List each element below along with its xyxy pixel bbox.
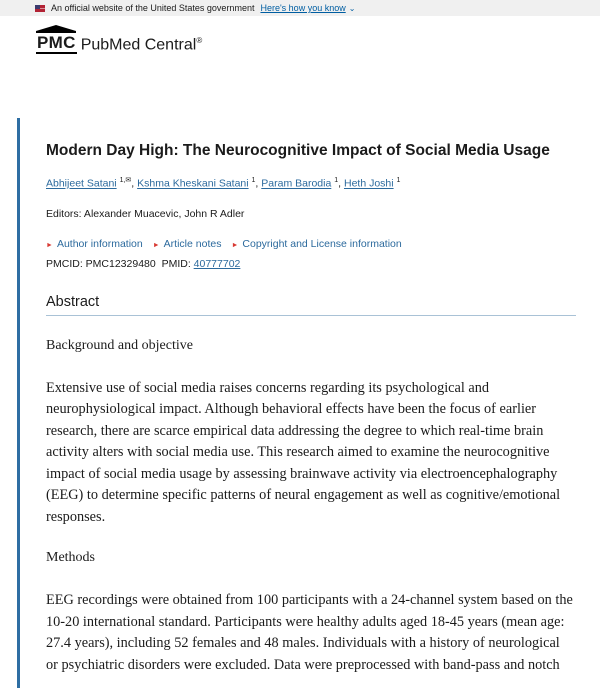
gov-banner-text: An official website of the United States government	[51, 3, 255, 13]
background-text: Extensive use of social media raises concerns regarding its psychological and neurophysiological impact. Although behavioral effects have been the focus of earlier research, there are scarce empirical data addressing the degree to which real-time brain activity alters with social media use. This research aimed to examine the neurocognitive impact of social media usage by assessing brainwave activity via electroencephalography (EEG) to determine specific patterns of neural engagement as well as cognitive/emotional responses.	[46, 379, 561, 525]
author-affiliation[interactable]: 1,✉	[119, 177, 132, 184]
author-affiliation[interactable]: 1	[251, 177, 256, 184]
copyright-label: Copyright and License information	[242, 237, 402, 250]
pubmed-central-text	[81, 32, 203, 54]
triangle-right-icon: ►	[152, 241, 160, 249]
background-heading: Background and objective	[46, 337, 193, 353]
pmc-logo-mark	[36, 34, 77, 54]
pmcid: PMCID: PMC12329480	[46, 257, 156, 270]
triangle-right-icon: ►	[231, 241, 239, 249]
article-title: Modern Day High: The Neurocognitive Impact of Social Media Usage	[46, 142, 550, 159]
author-link[interactable]: Param Barodia	[261, 177, 332, 190]
triangle-right-icon: ►	[46, 241, 53, 249]
methods-text: EEG recordings were obtained from 100 participants with a 24-channel system based on the 10-20 international standard. Participants were healthy adults aged 18-45 years (mean age: 27.4 years), including 52 females and 48 males. Individuals with a history of neurological or psychiatric disorders were excluded. Data were preprocessed with band-pass and notch	[46, 592, 573, 673]
author-affiliation[interactable]: 1	[396, 177, 401, 184]
us-flag-icon	[35, 5, 45, 12]
registered-mark: ®	[196, 36, 203, 45]
author-list: Abhijeet Satani $^{1,✉}$, Kshma Kheskani Satani $^1$, Param Barodia $^1$, Heth Joshi $^1$	[46, 177, 401, 190]
article-notes-label: Article notes	[163, 237, 222, 250]
article-notes-toggle[interactable]	[153, 238, 222, 250]
editors: Editors: Alexander Muacevic, John R Adler	[46, 207, 245, 220]
pmc-logo[interactable]	[36, 32, 202, 54]
logo-name: PubMed Central	[80, 36, 197, 54]
article-info-links	[46, 238, 576, 250]
author-information-label: Author information	[56, 237, 143, 250]
roof-bar	[36, 31, 76, 33]
author-affiliation[interactable]: 1	[334, 177, 339, 184]
copyright-toggle[interactable]	[231, 238, 401, 250]
author-information-toggle[interactable]	[46, 238, 143, 250]
pmid-label: PMID:	[161, 257, 191, 270]
author-link[interactable]: Heth Joshi	[343, 177, 394, 190]
abstract-heading: Abstract	[46, 294, 576, 316]
article-content	[46, 142, 576, 676]
author-link[interactable]: Kshma Kheskani Satani	[137, 177, 249, 190]
gov-banner	[0, 0, 600, 16]
author-link[interactable]: Abhijeet Satani	[46, 177, 117, 190]
heres-how-you-know-link[interactable]: Here's how you know	[260, 3, 346, 13]
pmid-link[interactable]: 40777702	[193, 257, 241, 270]
chevron-down-icon[interactable]: ⌄	[348, 3, 356, 13]
pmc-text: PMC	[37, 33, 76, 53]
methods-heading: Methods	[46, 550, 95, 565]
article-ids	[46, 258, 576, 270]
article-side-rule	[17, 118, 20, 688]
